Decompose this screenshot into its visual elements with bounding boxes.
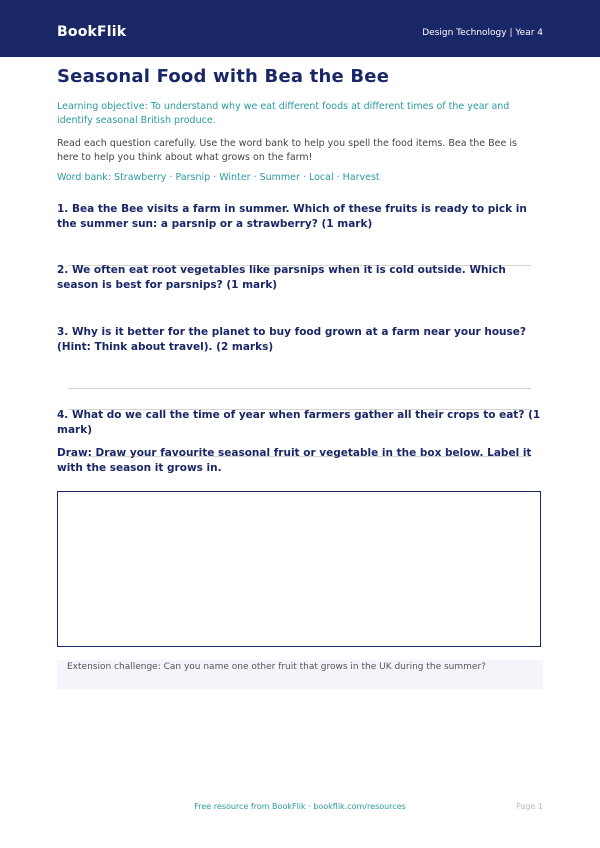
page-number: Page 1 (516, 802, 543, 811)
question-3: 3. Why is it better for the planet to buy food grown at a farm near your house? (Hint: Think about travel). (2 marks) (57, 326, 526, 353)
worksheet-title: Seasonal Food with Bea the Bee (57, 66, 390, 87)
extension-text: Extension challenge: Can you name one other fruit that grows in the UK during the summer? (67, 662, 486, 672)
word-bank: Word bank: Strawberry · Parsnip · Winter · Summer · Local · Harvest (57, 172, 380, 183)
answer-line[interactable] (68, 388, 531, 389)
header-bar (0, 0, 600, 57)
instructions: Read each question carefully. Use the word bank to help you spell the food items. Bea the Bee is here to help you think about what grows on the farm! (57, 138, 517, 163)
extension-challenge (57, 660, 543, 689)
footer-text: Free resource from BookFlik · bookflik.com/resources (194, 802, 406, 811)
subject-year-label: Design Technology | Year 4 (422, 28, 543, 38)
brand-logo: BookFlik (57, 24, 127, 40)
drawing-box[interactable] (57, 491, 541, 647)
draw-prompt: Draw: Draw your favourite seasonal fruit or vegetable in the box below. Label it with the season it grows in. (57, 447, 532, 474)
question-1: 1. Bea the Bee visits a farm in summer. Which of these fruits is ready to pick in the summer sun: a parsnip or a strawberry? (1 mark) (57, 203, 527, 230)
question-4: 4. What do we call the time of year when farmers gather all their crops to eat? (1 mark) (57, 409, 541, 436)
question-2: 2. We often eat root vegetables like parsnips when it is cold outside. Which season is best for parsnips? (1 mark) (57, 264, 506, 291)
learning-objective: Learning objective: To understand why we eat different foods at different times of the year and identify seasonal British produce. (57, 101, 510, 126)
